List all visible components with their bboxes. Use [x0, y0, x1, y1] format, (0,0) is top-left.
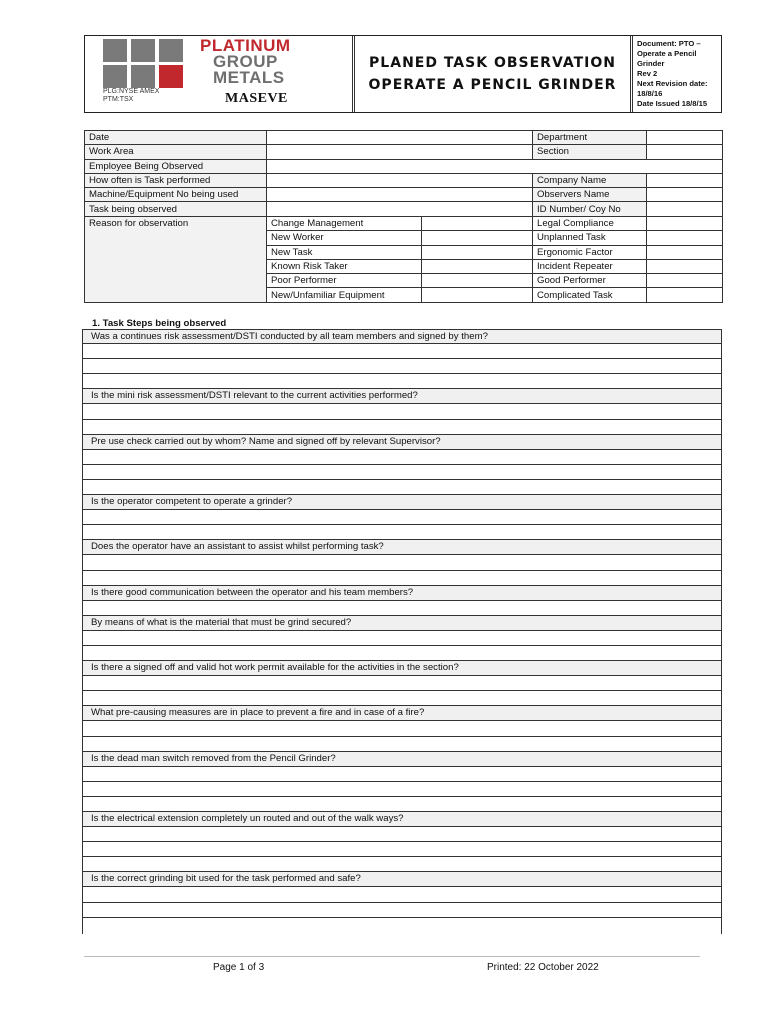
reason-option: Good Performer: [533, 274, 647, 288]
reason-option: New/Unfamiliar Equipment: [267, 288, 422, 302]
reason-option: New Worker: [267, 231, 422, 245]
table-row: [85, 145, 723, 159]
reason-table: [84, 216, 723, 303]
answer-line[interactable]: [83, 782, 721, 797]
answer-line[interactable]: [83, 465, 721, 480]
answer-line[interactable]: [83, 842, 721, 857]
answer-line[interactable]: [83, 450, 721, 465]
answer-line[interactable]: [83, 555, 721, 570]
meta-doc-name: Grinder: [637, 59, 665, 68]
label-employee: Employee Being Observed: [85, 159, 267, 173]
task-field[interactable]: [267, 202, 533, 216]
question-row: Was a continues risk assessment/DSTI conducted by all team members and signed by them?: [83, 329, 721, 344]
document-header: [84, 35, 722, 113]
meta-rev: Rev 2: [637, 69, 658, 78]
logo-word-metals: METALS: [213, 68, 285, 87]
employee-field[interactable]: [267, 159, 723, 173]
label-observers: Observers Name: [533, 188, 647, 202]
logo-word-platinum: PLATINUM: [200, 36, 291, 55]
reason-checkbox[interactable]: [647, 245, 723, 259]
logo-square: [159, 39, 183, 62]
answer-line[interactable]: [83, 571, 721, 586]
reason-option: Legal Compliance: [533, 217, 647, 231]
document-title: [355, 36, 633, 112]
date-field[interactable]: [267, 131, 533, 145]
question-row: By means of what is the material that must be grind secured?: [83, 616, 721, 631]
section-field[interactable]: [647, 145, 723, 159]
answer-line[interactable]: [83, 344, 721, 359]
answer-line[interactable]: [83, 887, 721, 902]
logo-square: [131, 65, 155, 88]
title-line-2: OPERATE A PENCIL GRINDER: [368, 77, 617, 93]
answer-line[interactable]: [83, 903, 721, 918]
table-row: [85, 131, 723, 145]
question-row: Is there good communication between the operator and his team members?: [83, 586, 721, 601]
answer-line[interactable]: [83, 480, 721, 495]
answer-line[interactable]: [83, 510, 721, 525]
reason-option: Poor Performer: [267, 274, 422, 288]
logo-square: [103, 65, 127, 88]
label-task: Task being observed: [85, 202, 267, 216]
meta-document: Document: PTO –: [637, 39, 701, 48]
label-id-number: ID Number/ Coy No: [533, 202, 647, 216]
answer-line[interactable]: [83, 420, 721, 435]
table-row: [85, 173, 723, 187]
company-logo: [85, 36, 355, 112]
observation-info-table: [84, 130, 723, 217]
answer-line[interactable]: [83, 691, 721, 706]
reason-checkbox[interactable]: [647, 231, 723, 245]
answer-line[interactable]: [83, 857, 721, 872]
reason-checkbox[interactable]: [647, 274, 723, 288]
question-row: Is the correct grinding bit used for the task performed and safe?: [83, 872, 721, 887]
question-row: Does the operator have an assistant to assist whilst performing task?: [83, 540, 721, 555]
reason-option: Incident Repeater: [533, 259, 647, 273]
label-department: Department: [533, 131, 647, 145]
site-name: MASEVE: [225, 91, 288, 106]
answer-line[interactable]: [83, 359, 721, 374]
answer-line[interactable]: [83, 721, 721, 736]
meta-next-rev-date: 18/8/16: [637, 89, 663, 98]
answer-line[interactable]: [83, 676, 721, 691]
reason-checkbox[interactable]: [647, 217, 723, 231]
reason-option: Unplanned Task: [533, 231, 647, 245]
meta-next-rev-label: Next Revision date:: [637, 79, 708, 88]
reason-option: Complicated Task: [533, 288, 647, 302]
label-work-area: Work Area: [85, 145, 267, 159]
logo-word-group: GROUP: [213, 52, 278, 71]
label-machine: Machine/Equipment No being used: [85, 188, 267, 202]
label-reason: Reason for observation: [85, 217, 267, 303]
id-number-field[interactable]: [647, 202, 723, 216]
reason-checkbox[interactable]: [422, 245, 533, 259]
reason-checkbox[interactable]: [422, 217, 533, 231]
footer-divider: [84, 956, 700, 957]
reason-option: Ergonomic Factor: [533, 245, 647, 259]
answer-line[interactable]: [83, 737, 721, 752]
logo-square-red: [159, 65, 183, 88]
section-heading: 1. Task Steps being observed: [92, 318, 227, 329]
page-number: Page 1 of 3: [213, 962, 265, 973]
reason-option: Change Management: [267, 217, 422, 231]
question-row: Is the dead man switch removed from the Pencil Grinder?: [83, 752, 721, 767]
logo-square: [131, 39, 155, 62]
table-row: [85, 202, 723, 216]
meta-doc-name: Operate a Pencil: [637, 49, 697, 58]
document-meta: [633, 36, 721, 112]
answer-line[interactable]: [83, 767, 721, 782]
reason-option: Known Risk Taker: [267, 259, 422, 273]
how-often-field[interactable]: [267, 173, 533, 187]
task-steps-list: [82, 329, 722, 934]
reason-checkbox[interactable]: [422, 274, 533, 288]
reason-checkbox[interactable]: [422, 231, 533, 245]
exchange-listing: [103, 88, 159, 104]
label-how-often: How often is Task performed: [85, 173, 267, 187]
reason-checkbox[interactable]: [647, 259, 723, 273]
label-company: Company Name: [533, 173, 647, 187]
question-row: Is the operator competent to operate a grinder?: [83, 495, 721, 510]
label-date: Date: [85, 131, 267, 145]
label-section: Section: [533, 145, 647, 159]
exchange-line: PTM:TSX: [103, 96, 134, 103]
reason-option: New Task: [267, 245, 422, 259]
department-field[interactable]: [647, 131, 723, 145]
title-line-1: PLANED TASK OBSERVATION: [369, 55, 616, 71]
logo-square: [103, 39, 127, 62]
company-field[interactable]: [647, 173, 723, 187]
table-row: [85, 159, 723, 173]
exchange-line: PLG:NYSE AMEX: [103, 88, 160, 95]
answer-line[interactable]: [83, 827, 721, 842]
observers-field[interactable]: [647, 188, 723, 202]
reason-checkbox[interactable]: [422, 259, 533, 273]
question-row: Is there a signed off and valid hot work permit available for the activities in the section?: [83, 661, 721, 676]
question-row: Pre use check carried out by whom? Name and signed off by relevant Supervisor?: [83, 435, 721, 450]
answer-line[interactable]: [83, 646, 721, 661]
meta-date-issued: Date Issued 18/8/15: [637, 99, 708, 108]
question-row: Is the mini risk assessment/DSTI relevant to the current activities performed?: [83, 389, 721, 404]
table-row: [85, 188, 723, 202]
question-row: What pre-causing measures are in place to prevent a fire and in case of a fire?: [83, 706, 721, 721]
reason-checkbox[interactable]: [647, 288, 723, 302]
answer-line[interactable]: [83, 374, 721, 389]
answer-line[interactable]: [83, 631, 721, 646]
answer-line[interactable]: [83, 404, 721, 419]
table-row: [85, 217, 723, 231]
reason-checkbox[interactable]: [422, 288, 533, 302]
work-area-field[interactable]: [267, 145, 533, 159]
answer-line[interactable]: [83, 525, 721, 540]
answer-line[interactable]: [83, 601, 721, 616]
question-row: Is the electrical extension completely un routed and out of the walk ways?: [83, 812, 721, 827]
machine-field[interactable]: [267, 188, 533, 202]
printed-date: Printed: 22 October 2022: [487, 962, 599, 973]
answer-line[interactable]: [83, 797, 721, 812]
